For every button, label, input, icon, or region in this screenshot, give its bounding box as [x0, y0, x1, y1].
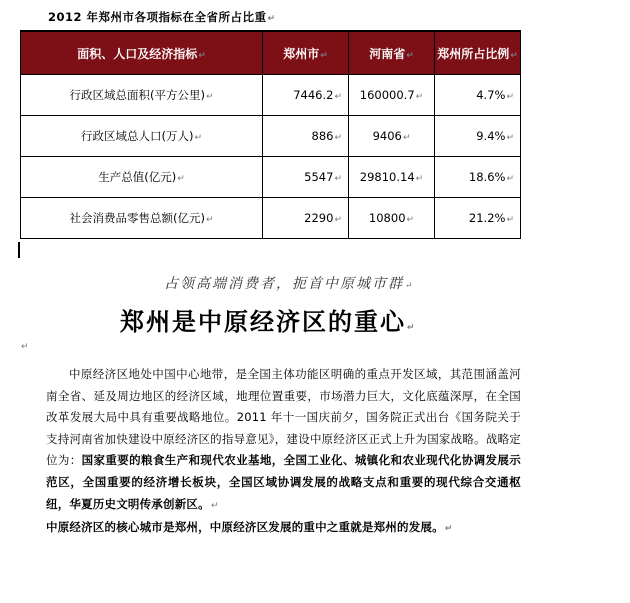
paragraph-1-bold: 国家重要的粮食生产和现代农业基地，全国工业化、城镇化和农业现代化协调发展示范区，全国重要的经济增长板块，全国区域协调发展的战略支点和重要的现代综合交通枢纽，华夏历史文明传承创新区。 [46, 453, 521, 511]
body-text [46, 364, 521, 541]
cell-share: 21.2%↵ [435, 198, 521, 239]
table-header-row [21, 31, 521, 75]
paragraph-1-regular: 中原经济区地处中国中心地带，是全国主体功能区明确的重点开发区域，其范围涵盖河南全省、延及周边地区的经济区域，地理位置重要，市场潜力巨大，文化底蕴深厚，在全国改革发展大局中具有重要战略地位。2011 年十一国庆前夕，国务院正式出台《国务院关于支持河南省加快建设中原经济区的指导意见》，建设中原经济区正式上升为国家战略。战略定位为： [46, 367, 521, 468]
cell-zhengzhou: 5547↵ [263, 157, 349, 198]
text-cursor [18, 242, 20, 258]
blank-paragraph-mark: ↵ [21, 342, 29, 352]
cell-indicator: 行政区域总人口(万人)↵ [21, 116, 263, 157]
cell-zhengzhou: 2290↵ [263, 198, 349, 239]
stats-table [20, 30, 521, 239]
cell-henan: 9406↵ [349, 116, 435, 157]
cell-henan: 29810.14↵ [349, 157, 435, 198]
header-henan: 河南省↵ [349, 31, 435, 75]
table-title: 2012 年郑州市各项指标在全省所占比重↵ [48, 10, 276, 24]
cell-share: 9.4%↵ [435, 116, 521, 157]
paragraph-1: 中原经济区地处中国中心地带，是全国主体功能区明确的重点开发区域，其范围涵盖河南全省、延及周边地区的经济区域，地理位置重要，市场潜力巨大，文化底蕴深厚，在全国改革发展大局中具有重要战略地位。2011 年十一国庆前夕，国务院正式出台《国务院关于支持河南省加快建设中原经济区的指导意见》，建设中原经济区正式上升为国家战略。战略定位为：国家重要的粮食生产和现代农业基地，全国工业化、城镇化和农业现代化协调发展示范区，全国重要的经济增长板块，全国区域协调发展的战略支点和重要的现代综合交通枢纽，华夏历史文明传承创新区。↵ [46, 367, 521, 511]
cell-henan: 160000.7↵ [349, 75, 435, 116]
table-row [21, 157, 521, 198]
cell-share: 4.7%↵ [435, 75, 521, 116]
table-row [21, 198, 521, 239]
cell-share: 18.6%↵ [435, 157, 521, 198]
cell-indicator: 行政区域总面积(平方公里)↵ [21, 75, 263, 116]
slogan: 占领高端消费者，扼首中原城市群↵ [164, 276, 415, 292]
header-zhengzhou: 郑州市↵ [263, 31, 349, 75]
cell-indicator: 生产总值(亿元)↵ [21, 157, 263, 198]
table-row [21, 75, 521, 116]
cell-zhengzhou: 886↵ [263, 116, 349, 157]
cell-henan: 10800↵ [349, 198, 435, 239]
cell-indicator: 社会消费品零售总额(亿元)↵ [21, 198, 263, 239]
cell-zhengzhou: 7446.2↵ [263, 75, 349, 116]
paragraph-mark: ↵ [267, 14, 276, 24]
header-share: 郑州所占比例↵ [435, 31, 521, 75]
headline: 郑州是中原经济区的重心↵ [120, 308, 417, 336]
table-row [21, 116, 521, 157]
paragraph-2: 中原经济区的核心城市是郑州，中原经济区发展的重中之重就是郑州的发展。↵ [46, 520, 453, 535]
header-indicator: 面积、人口及经济指标↵ [21, 31, 263, 75]
